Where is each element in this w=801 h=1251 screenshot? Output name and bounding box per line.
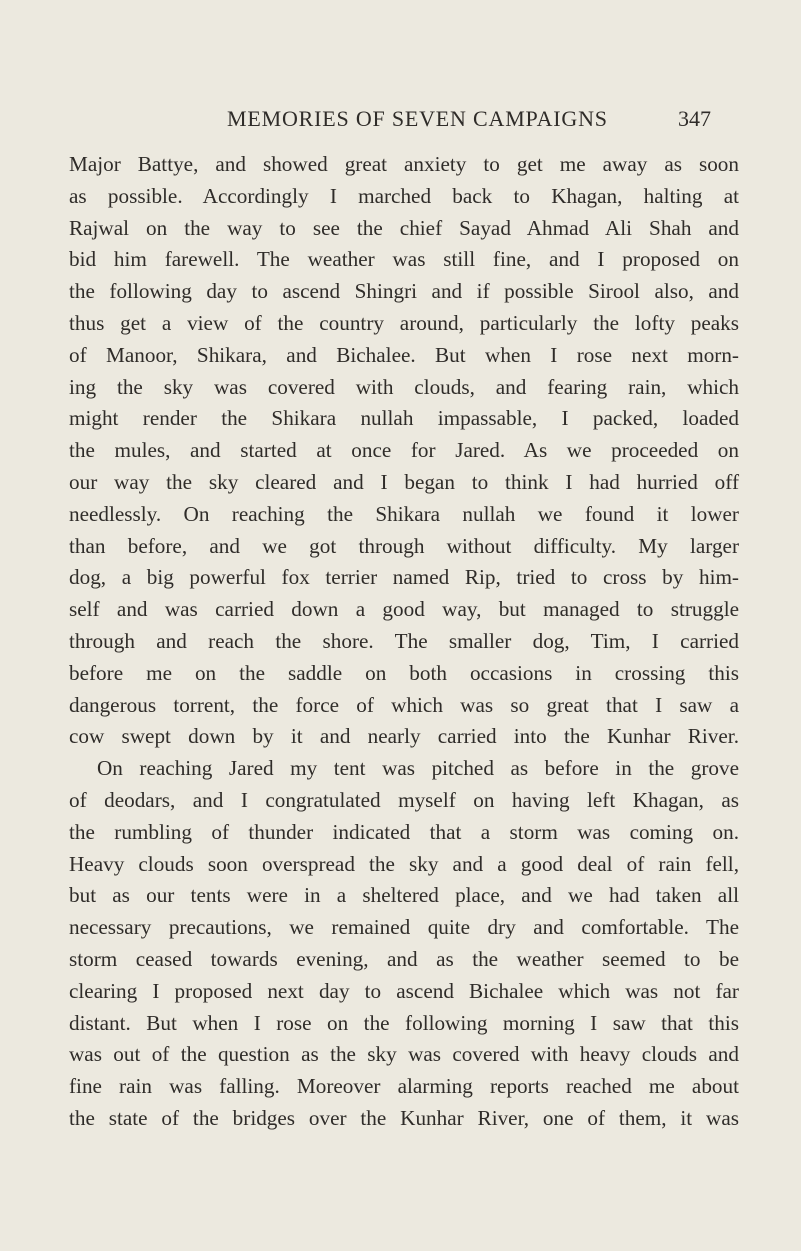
text-line: than before, and we got through without difficulty. My larger <box>69 533 739 558</box>
running-title: MEMORIES OF SEVEN CAMPAIGNS <box>227 106 608 131</box>
text-line: fine rain was falling. Moreover alarming reports reached me about <box>69 1074 739 1099</box>
text-line: might render the Shikara nullah impassable, I packed, loaded <box>69 406 739 431</box>
text-line: bid him farewell. The weather was still fine, and I proposed on <box>69 247 739 272</box>
text-line: thus get a view of the country around, particularly the lofty peaks <box>69 310 739 335</box>
text-line: Major Battye, and showed great anxiety to get me away as soon <box>69 152 739 176</box>
text-line: the rumbling of thunder indicated that a storm was coming on. <box>69 819 739 844</box>
text-line: of Manoor, Shikara, and Bichalee. But when I rose next morn- <box>69 342 739 367</box>
text-line: Heavy clouds soon overspread the sky and a good deal of rain fell, <box>69 851 739 876</box>
text-line: storm ceased towards evening, and as the weather seemed to be <box>69 946 739 971</box>
text-line: the state of the bridges over the Kunhar River, one of them, it was <box>69 1105 739 1130</box>
text-line: of deodars, and I congratulated myself on having left Khagan, as <box>69 787 739 812</box>
text-line: distant. But when I rose on the following morning I saw that this <box>69 1010 739 1035</box>
text-line: ing the sky was covered with clouds, and fearing rain, which <box>69 374 739 399</box>
text-line: dangerous torrent, the force of which was so great that I saw a <box>69 692 739 717</box>
body-text <box>69 149 739 1135</box>
text-line: necessary precautions, we remained quite dry and comfortable. The <box>69 915 739 940</box>
running-head <box>0 104 801 136</box>
text-line: cow swept down by it and nearly carried into the Kunhar River. <box>69 724 739 749</box>
text-line: our way the sky cleared and I began to think I had hurried off <box>69 469 739 494</box>
text-line: as possible. Accordingly I marched back to Khagan, halting at <box>69 183 739 208</box>
text-line: the mules, and started at once for Jared. As we proceeded on <box>69 438 739 463</box>
text-line: dog, a big powerful fox terrier named Rip, tried to cross by him- <box>69 565 739 590</box>
text-line: self and was carried down a good way, but managed to struggle <box>69 597 739 622</box>
paragraph-first-line: On reaching Jared my tent was pitched as before in the grove <box>97 756 739 781</box>
text-line: needlessly. On reaching the Shikara nullah we found it lower <box>69 501 739 526</box>
page-number: 347 <box>678 106 711 131</box>
text-line: but as our tents were in a sheltered place, and we had taken all <box>69 883 739 908</box>
text-line: before me on the saddle on both occasions in crossing this <box>69 660 739 685</box>
text-line: was out of the question as the sky was covered with heavy clouds and <box>69 1042 739 1067</box>
text-line: through and reach the shore. The smaller dog, Tim, I carried <box>69 628 739 653</box>
text-line: Rajwal on the way to see the chief Sayad Ahmad Ali Shah and <box>69 215 739 240</box>
text-line: clearing I proposed next day to ascend Bichalee which was not far <box>69 978 739 1003</box>
text-line: the following day to ascend Shingri and if possible Sirool also, and <box>69 279 739 304</box>
